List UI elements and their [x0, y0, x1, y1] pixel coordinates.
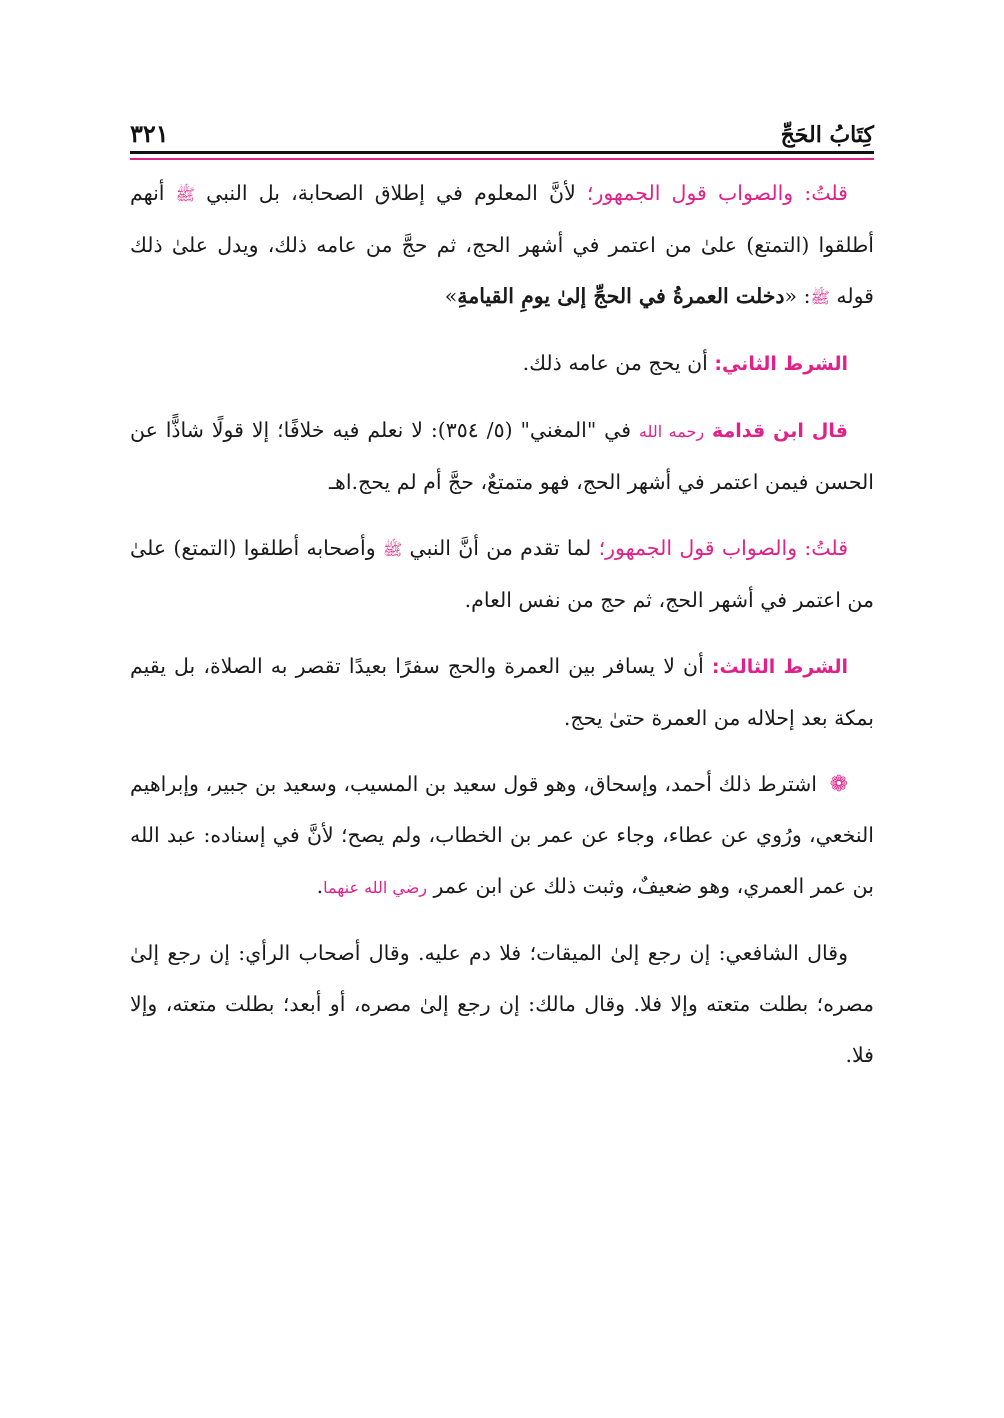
paragraph-5	[130, 641, 874, 744]
paragraph-text: في "المغني" (٥/ ٣٥٤): لا نعلم فيه خلافًا؛ إلا قولًا شاذًّا عن الحسن فيمن اعتمر في أشهر الحج، فهو متمتعٌ، حجَّ أم لم يحج.اهـ	[130, 418, 874, 494]
paragraph-text: وأصحابه أطلقوا (التمتع) علىٰ من اعتمر في أشهر الحج، ثم حج من نفس العام.	[130, 536, 874, 612]
paragraph-1	[130, 168, 874, 323]
paragraph-text: وقال الشافعي: إن رجع إلىٰ الميقات؛ فلا دم عليه. وقال أصحاب الرأي: إن رجع إلىٰ مصره؛ بطلت متعته وإلا فلا. وقال مالك: إن رجع إلىٰ مصره، أو أبعد؛ بطلت متعته، وإلا فلا.	[130, 941, 874, 1067]
paragraph-2	[130, 338, 874, 390]
paragraph-text: أنهم أطلقوا (التمتع) علىٰ من اعتمر في أشهر الحج، ثم حجَّ من عامه ذلك، ويدل علىٰ ذلك قوله	[130, 181, 874, 308]
header-rule-accent	[130, 158, 874, 160]
header-rule	[130, 151, 874, 154]
paragraph-label: قلتُ: والصواب قول الجمهور؛	[586, 181, 848, 205]
running-header	[130, 108, 874, 148]
hadith-text: دخلت العمرةُ في الحجِّ إلىٰ يومِ القيامةِ	[457, 284, 785, 308]
paragraph-text: اشترط ذلك أحمد، وإسحاق، وهو قول سعيد بن المسيب، وسعيد بن جبير، وإبراهيم النخعي، ورُوي عن عطاء، وجاء عن عمر بن الخطاب، ولم يصح؛ لأنَّ في إسناده: عبد الله بن عمر العمري، وهو ضعيفٌ، وثبت ذلك عن ابن عمر	[130, 772, 874, 898]
paragraph-3	[130, 405, 874, 508]
salawat-glyph: ﷺ	[175, 185, 195, 204]
paragraph-label: قلتُ: والصواب قول الجمهور؛	[598, 536, 848, 560]
honorific-glyph: رحمه الله	[638, 422, 705, 441]
paragraph-label: قال ابن قدامة	[711, 420, 848, 442]
page-number: ٣٢١	[130, 119, 169, 148]
paragraph-text: لما تقدم من أنَّ النبي	[402, 536, 599, 560]
salawat-glyph: ﷺ	[810, 288, 830, 307]
paragraph-text: أن يحج من عامه ذلك.	[522, 351, 715, 375]
page-body	[130, 168, 874, 1096]
paragraph-text: »	[444, 284, 458, 308]
salawat-glyph: ﷺ	[382, 540, 403, 559]
book-title: كِتَابُ الحَجِّ	[780, 122, 874, 148]
paragraph-6	[130, 759, 874, 913]
paragraph-text: : «	[784, 284, 811, 308]
paragraph-label: الشرط الثاني:	[714, 353, 848, 375]
flower-ornament-icon: ❁	[829, 772, 848, 797]
paragraph-text: أن لا يسافر بين العمرة والحج سفرًا بعيدًا تقصر به الصلاة، بل يقيم بمكة بعد إحلاله من العمرة حتىٰ يحج.	[130, 654, 874, 730]
honorific-glyph: رضي الله عنهما	[323, 878, 428, 897]
paragraph-text: .	[316, 874, 324, 898]
paragraph-4	[130, 523, 874, 626]
paragraph-text: لأنَّ المعلوم في إطلاق الصحابة، بل النبي	[194, 181, 587, 205]
paragraph-7	[130, 928, 874, 1081]
paragraph-label: الشرط الثالث:	[711, 656, 849, 678]
